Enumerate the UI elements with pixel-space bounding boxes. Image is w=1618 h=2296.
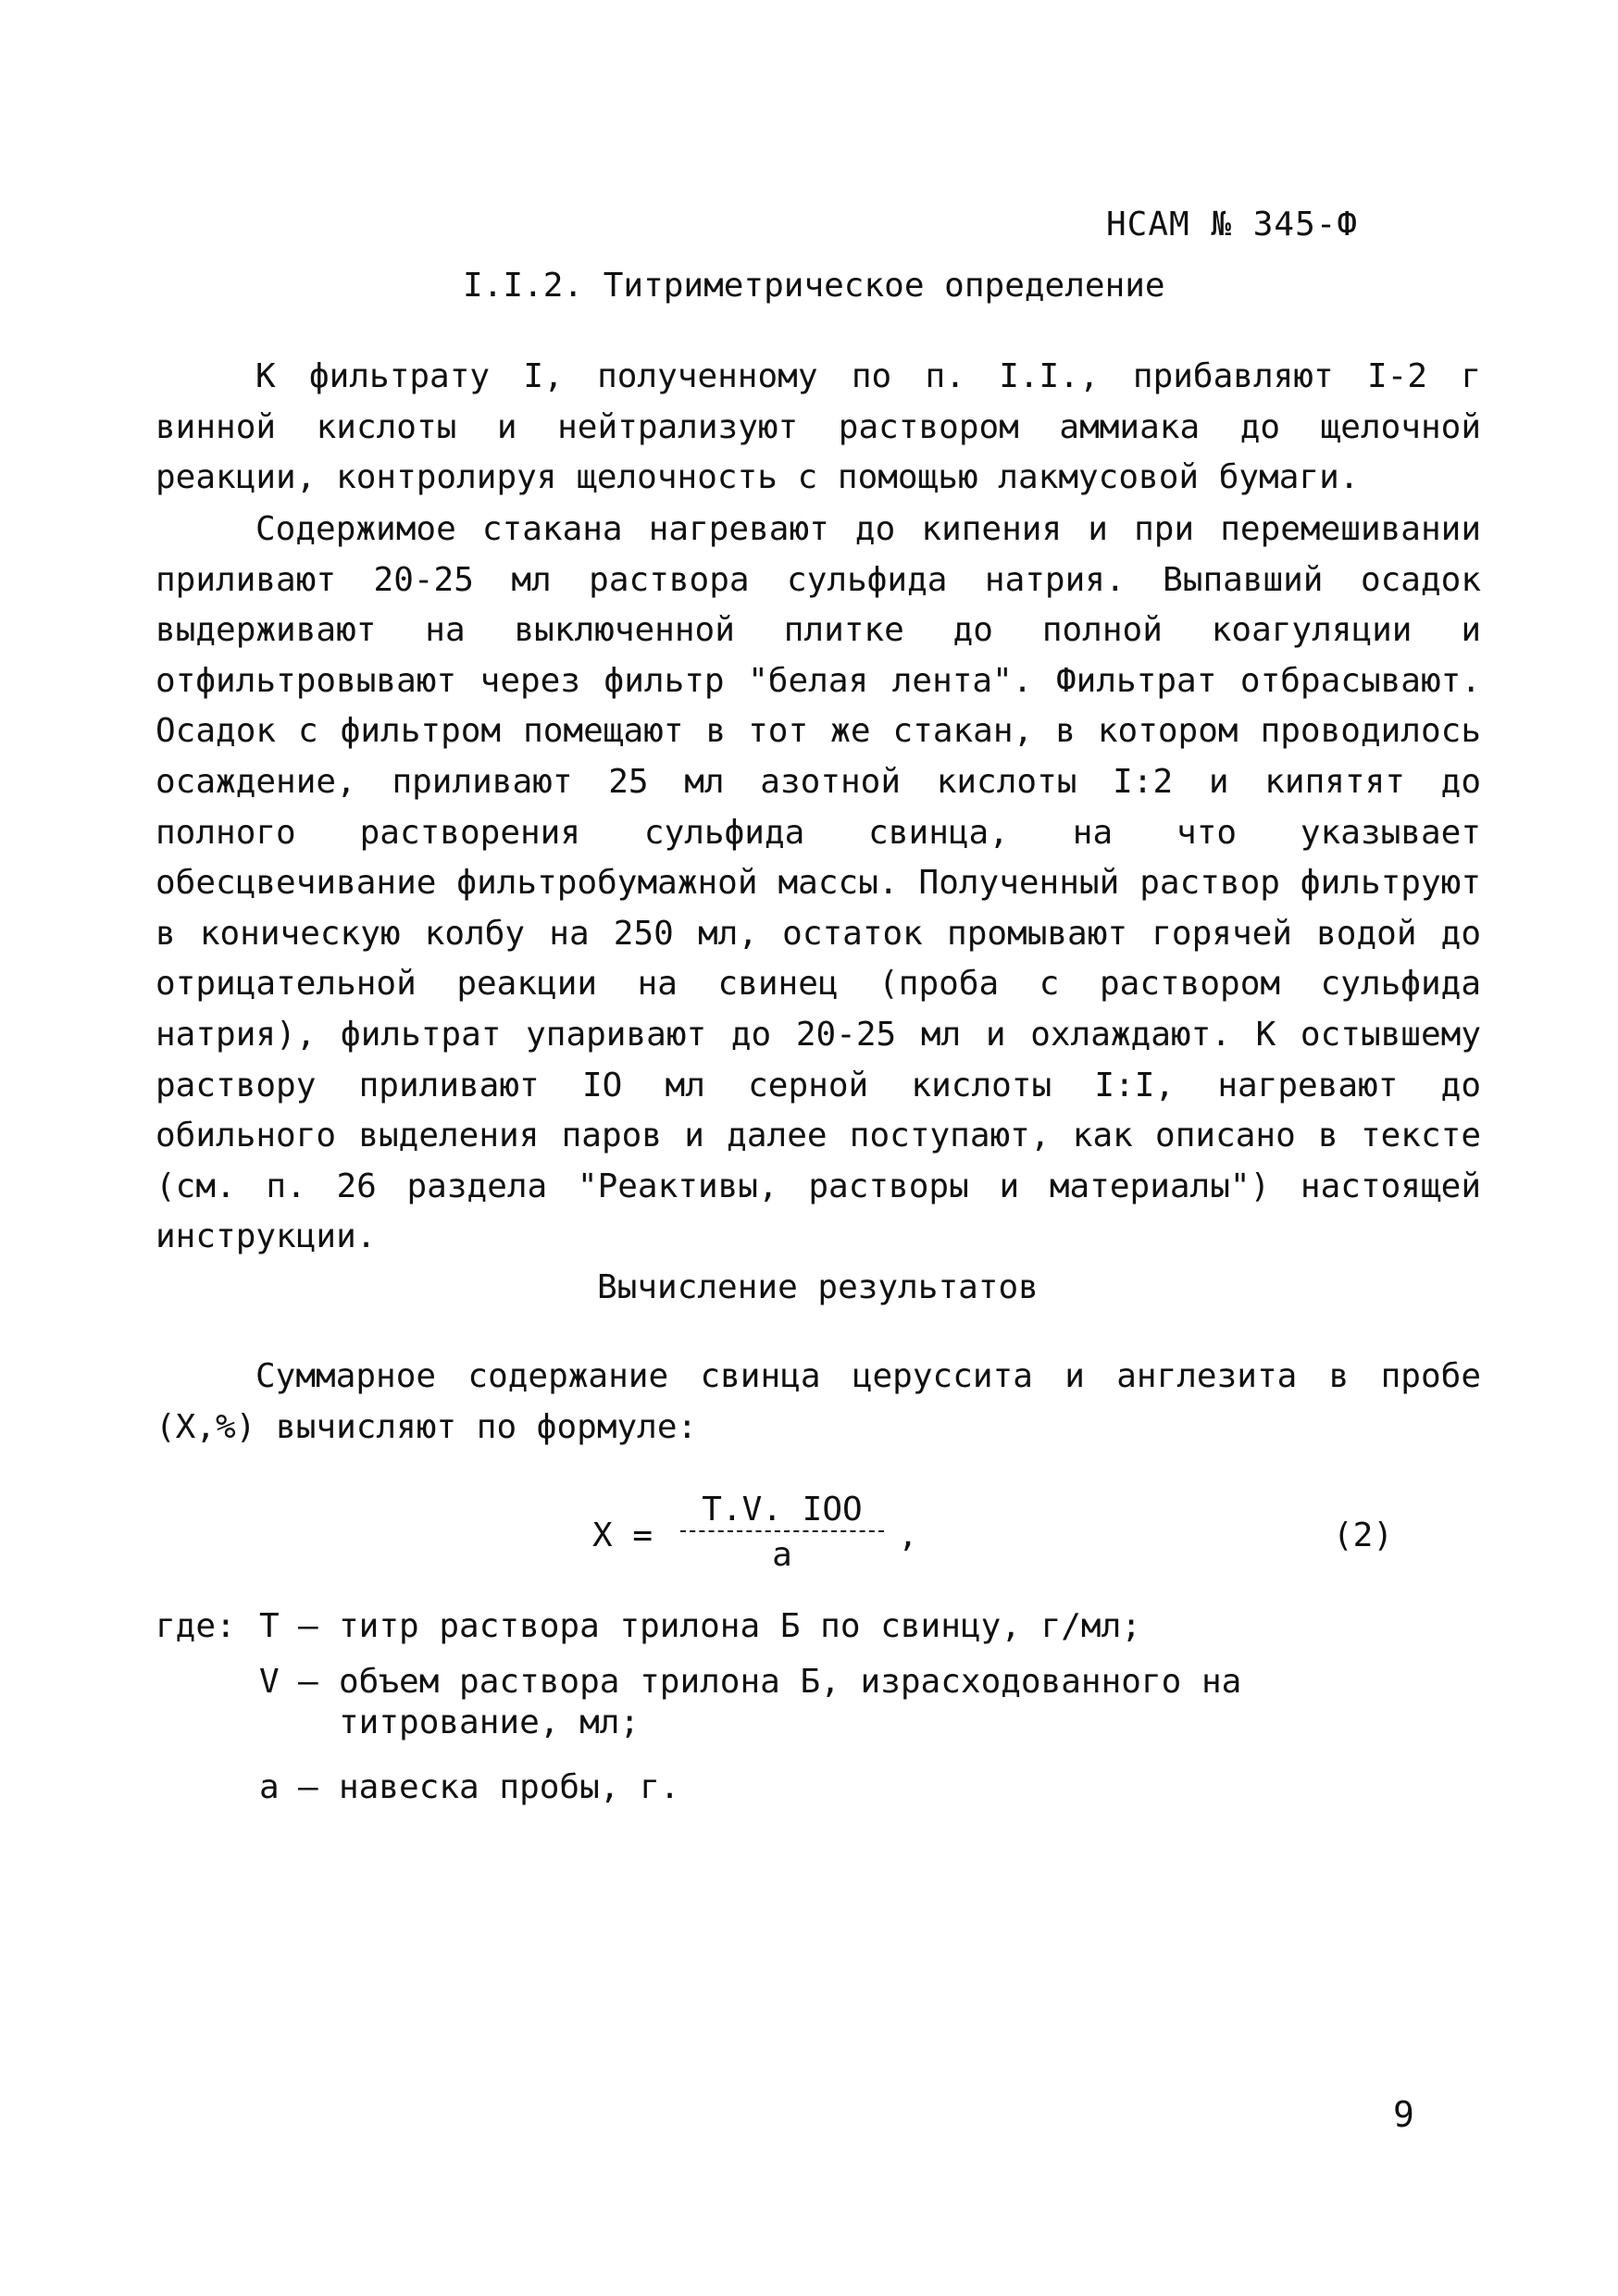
definition-dash: – (298, 1663, 318, 1701)
formula-numerator: T.V. IOO (680, 1491, 884, 1532)
definition-symbol: V (259, 1663, 280, 1701)
definition-item (156, 1606, 1477, 1647)
definition-symbol: Т (259, 1607, 280, 1645)
results-intro: Суммарное содержание свинца церуссита и англезита в пробе (X,%) вычисляют по формуле: (156, 1357, 1481, 1446)
definitions-list (156, 1606, 1477, 1823)
formula-lhs: X = (592, 1516, 653, 1554)
document-code: НСАМ № 345-Ф (1106, 206, 1359, 243)
formula-comma: , (898, 1516, 918, 1554)
definition-item (156, 1662, 1477, 1743)
definition-text: объем раствора трилона Б, израсходованного на титрование, мл; (339, 1663, 1242, 1741)
paragraph-1: К фильтрату I, полученному по п. I.I., прибавляют I-2 г винной кислоты и нейтрализуют раствором аммиака до щелочной реакции, контролируя щелочность с помощью лакмусовой бумаги. (156, 357, 1481, 497)
definition-item (156, 1767, 1477, 1808)
formula-denominator: a (772, 1536, 792, 1574)
definitions-lead: где: (156, 1607, 236, 1645)
definition-text: навеска пробы, г. (339, 1768, 680, 1806)
formula-number: (2) (1333, 1516, 1394, 1554)
section-title: I.I.2. Титриметрическое определение (463, 267, 1165, 305)
results-title: Вычисление результатов (597, 1268, 1039, 1306)
definition-dash: – (298, 1768, 318, 1806)
definition-symbol: а (259, 1768, 280, 1806)
page-number: 9 (1393, 2094, 1414, 2135)
definition-dash: – (298, 1607, 318, 1645)
paragraph-2: Содержимое стакана нагревают до кипения и при перемешивании приливают 20-25 мл раствора сульфида натрия. Выпавший осадок выдерживают на выключенной плитке до полной коагуляции и отфильтровывают через фильтр "белая лента". Фильтрат отбрасывают. Осадок с фильтром помещают в тот же стакан, в котором проводилось осаждение, приливают 25 мл азотной кислоты I:2 и кипятят до полного растворения сульфида свинца, на что указывает обесцвечивание фильтробумажной массы. Полученный раствор фильтруют в коническую колбу на 250 мл, остаток промывают горячей водой до отрицательной реакции на свинец (проба с раствором сульфида натрия), фильтрат упаривают до 20-25 мл и охлаждают. К остывшему раствору приливают IO мл серной кислоты I:I, нагревают до обильного выделения паров и далее поступают, как описано в тексте (см. п. 26 раздела "Реактивы, растворы и материалы") настоящей инструкции. (156, 510, 1481, 1256)
definition-text: титр раствора трилона Б по свинцу, г/мл; (339, 1607, 1141, 1645)
formula-fraction (680, 1491, 884, 1574)
